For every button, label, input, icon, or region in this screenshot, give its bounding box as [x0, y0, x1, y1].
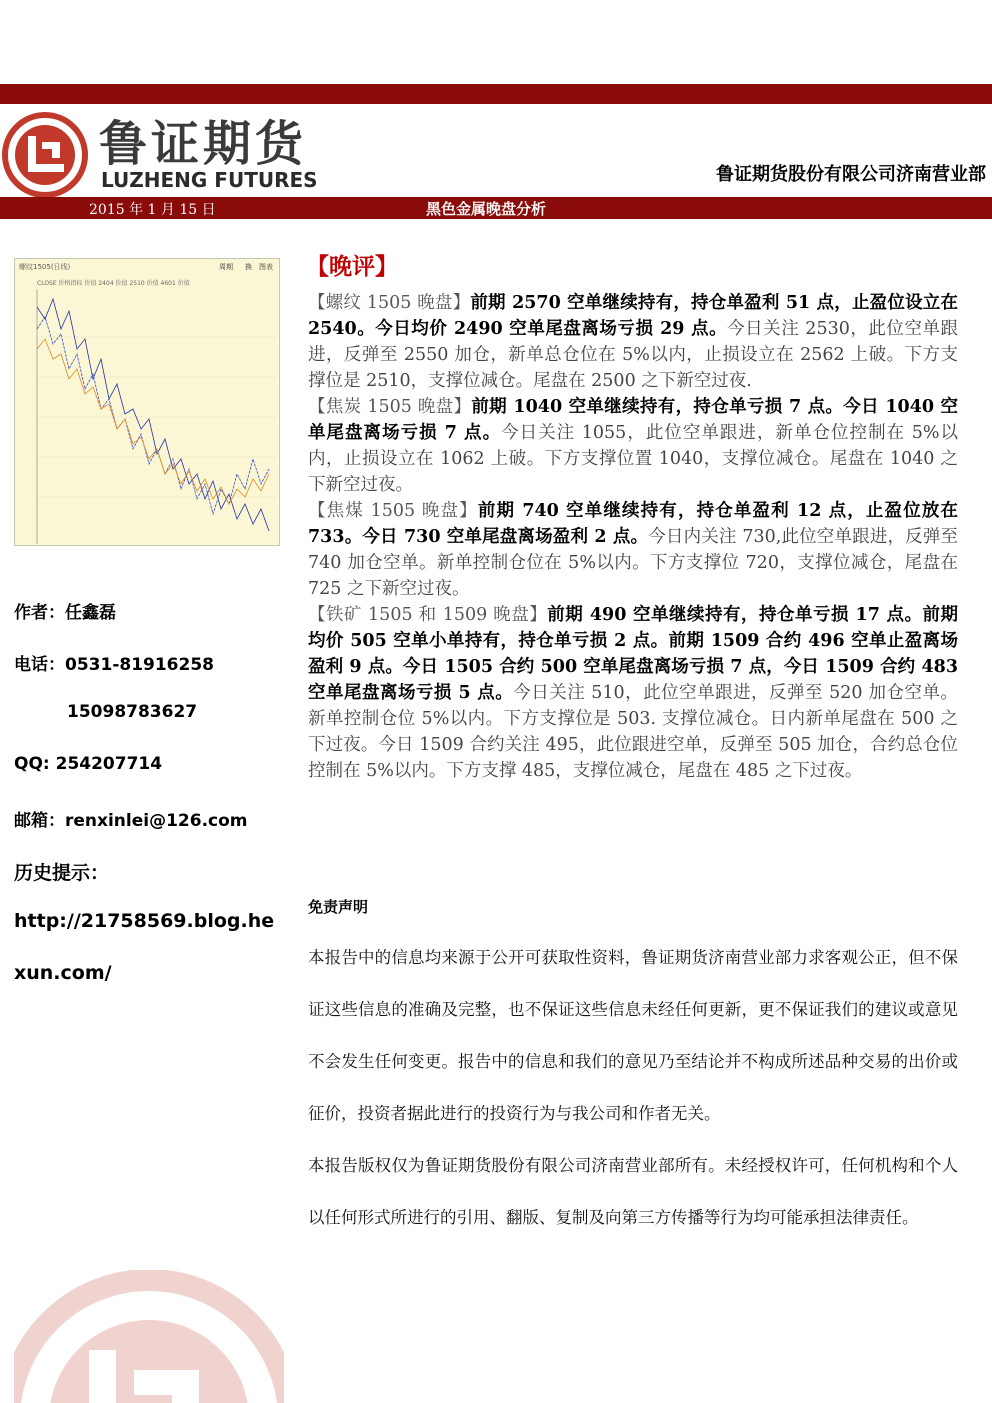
chart-topbar-text: 螺纹1505(日线) — [19, 263, 71, 271]
qq-label: QQ: 254207714 — [14, 754, 163, 774]
brand-name-en: LUZHENG FUTURES — [101, 168, 318, 192]
blog-link-line1[interactable]: http://21758569.blog.he — [14, 910, 275, 932]
report-date: 2015 年 1 月 15 日 — [89, 202, 216, 218]
date-bar — [0, 197, 992, 219]
section-coke — [308, 394, 958, 498]
section-bold-text: 前期 1040 空单继续持有，持仓单亏损 7 点。今日 1040 空单尾盘离场亏损 7 点。 — [308, 397, 958, 443]
section-tag: 【铁矿 1505 和 1509 晚盘】 — [308, 605, 548, 625]
series-blue-1 — [37, 299, 269, 531]
section-normal-text: 今日关注 1055，此位空单跟进，新单仓位控制在 5%以内，止损设立在 1062 上破。下方支撑位置 1040，支撑位减仓。尾盘在 1040 之下新空过夜。 — [308, 423, 958, 495]
chart-button-switch[interactable]: 换 — [245, 263, 252, 271]
phone2-label: 15098783627 — [67, 702, 198, 722]
report-title: 黑色金属晚盘分析 — [426, 200, 547, 218]
blog-link-line2[interactable]: xun.com/ — [14, 962, 112, 984]
disclaimer-paragraph-1: 本报告中的信息均来源于公开可获取性资料，鲁证期货济南营业部力求客观公正，但不保证这些信息的准确及完整，也不保证这些信息未经任何更新，更不保证我们的建议或意见不会发生任何变更。报告中的信息和我们的意见乃至结论并不构成所述品种交易的出价或征价，投资者据此进行的投资行为与我公司和作者无关。 — [308, 948, 958, 1123]
disclaimer-title: 免责声明 — [308, 898, 369, 916]
section-bold-text: 前期 740 空单继续持有，持仓单盈利 12 点，止盈位放在 733。今日 730 空单尾盘离场盈利 2 点。 — [308, 501, 958, 547]
section-tag: 【焦煤 1505 晚盘】 — [308, 501, 478, 521]
section-tag: 【螺纹 1505 晚盘】 — [308, 293, 471, 313]
section-normal-text: 今日关注 510，此位空单跟进，反弹至 520 加仓空单。新单控制仓位 5%以内。下方支撑位是 503. 支撑位减仓。日内新单尾盘在 500 之下过夜。今日 1509 合约关注 495，此位跟进空单，反弹至 505 加仓，合约总仓位控制在 5%以内。下方支撑 485，支撑位减仓，尾盘在 485 之下过夜。 — [308, 683, 958, 781]
article-title: 【晚评】 — [306, 253, 398, 280]
section-rebar — [308, 290, 958, 394]
chart-button-chart[interactable]: 图表 — [259, 263, 273, 271]
series-blue-2 — [37, 317, 269, 514]
article-body — [308, 290, 958, 784]
luzheng-logo-icon — [2, 112, 88, 198]
chart-button-period[interactable]: 周期 — [219, 263, 233, 271]
price-chart-svg — [15, 259, 279, 545]
disclaimer-paragraph-2: 本报告版权仅为鲁证期货股份有限公司济南营业部所有。未经授权许可，任何机构和个人以任何形式所进行的引用、翻版、复制及向第三方传播等行为均可能承担法律责任。 — [308, 1156, 958, 1227]
section-bold-text: 前期 2570 空单继续持有，持仓单盈利 51 点，止盈位设立在 2540。今日均价 2490 空单尾盘离场亏损 29 点。 — [308, 293, 958, 339]
section-normal-text: 今日关注 2530，此位空单跟进，反弹至 2550 加仓，新单总仓位在 5%以内，止损设立在 2562 上破。下方支撑位是 2510，支撑位减仓。尾盘在 2500 之下新空过夜. — [308, 319, 958, 391]
disclaimer-body — [308, 932, 958, 1244]
header-top-bar — [0, 84, 992, 104]
brand-name-cn: 鲁证期货 — [99, 116, 308, 172]
price-chart — [14, 258, 280, 546]
section-tag: 【焦炭 1505 晚盘】 — [308, 397, 472, 417]
chart-legend: CLOSE 价格指标 价值 2404 价值 2510 价值 4601 价值 — [37, 280, 190, 287]
company-name: 鲁证期货股份有限公司济南营业部 — [716, 164, 986, 185]
section-normal-text: 今日内关注 730,此位空单跟进，反弹至 740 加仓空单。新单控制仓位在 5%以内。下方支撑位 720，支撑位减仓，尾盘在 725 之下新空过夜。 — [308, 527, 959, 599]
author-label: 作者：任鑫磊 — [14, 603, 116, 623]
section-bold-text: 前期 490 空单继续持有，持仓单亏损 17 点。前期均价 505 空单小单持有，持仓单亏损 2 点。前期 1509 合约 496 空单止盈离场盈利 9 点。今日 1505 合约 500 空单尾盘离场亏损 7 点，今日 1509 合约 483 空单尾盘离场亏损 5 点。 — [308, 605, 958, 703]
section-iron-ore — [308, 602, 958, 784]
logo-watermark-icon — [14, 1270, 284, 1403]
history-label: 历史提示： — [14, 862, 110, 884]
phone-label: 电话：0531-81916258 — [14, 655, 214, 675]
email-label: 邮箱：renxinlei@126.com — [14, 811, 248, 831]
section-coking-coal — [308, 498, 958, 602]
